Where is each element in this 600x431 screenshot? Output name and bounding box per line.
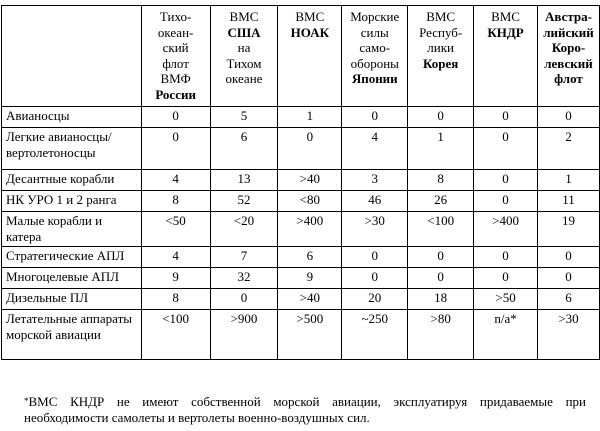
table-cell: >500 bbox=[278, 310, 342, 360]
table-cell: 19 bbox=[537, 212, 599, 247]
column-header-line: на bbox=[237, 40, 251, 55]
column-header bbox=[408, 6, 474, 107]
column-header bbox=[537, 6, 599, 107]
column-header-line: Тихом bbox=[226, 55, 262, 71]
table-cell: 0 bbox=[342, 107, 408, 128]
table-cell: 11 bbox=[537, 191, 599, 212]
table-body bbox=[2, 107, 600, 360]
table-cell: 46 bbox=[342, 191, 408, 212]
table-cell: 0 bbox=[537, 247, 599, 268]
table-cell: >900 bbox=[210, 310, 278, 360]
column-header-line: ВМС bbox=[491, 9, 520, 24]
column-header bbox=[141, 6, 210, 107]
column-header-line: Коро- bbox=[551, 40, 586, 55]
table-cell: 0 bbox=[342, 268, 408, 289]
table-cell: 0 bbox=[537, 268, 599, 289]
row-label: Авианосцы bbox=[2, 107, 142, 128]
column-header-line: лики bbox=[427, 40, 455, 55]
row-label: Многоцелевые АПЛ bbox=[2, 268, 142, 289]
row-label: Дизельные ПЛ bbox=[2, 289, 142, 310]
table-cell: 0 bbox=[408, 107, 474, 128]
table-cell: ~250 bbox=[342, 310, 408, 360]
table-cell: >400 bbox=[278, 212, 342, 247]
table-cell: 5 bbox=[210, 107, 278, 128]
table-cell: >50 bbox=[474, 289, 538, 310]
column-header-line: Тихо- bbox=[159, 9, 192, 24]
column-header-line: ский bbox=[162, 40, 189, 55]
table-cell: 0 bbox=[342, 247, 408, 268]
column-header-line: океан- bbox=[157, 24, 194, 40]
table-cell: <20 bbox=[210, 212, 278, 247]
column-header-line: Японии bbox=[351, 71, 398, 86]
table-cell: 4 bbox=[342, 128, 408, 170]
table-row bbox=[2, 212, 600, 247]
table-cell: >30 bbox=[537, 310, 599, 360]
column-header-line: Морские bbox=[350, 9, 400, 24]
column-header-line: флот bbox=[162, 55, 189, 71]
column-header-line: Респуб- bbox=[419, 24, 463, 40]
row-label: Малые корабли и катера bbox=[2, 212, 142, 247]
column-header-line: Австра- bbox=[545, 9, 592, 24]
table-cell: 0 bbox=[474, 128, 538, 170]
column-header-line: само- bbox=[359, 40, 391, 55]
column-header-line: КНДР bbox=[487, 24, 524, 40]
column-header bbox=[474, 6, 538, 107]
table-cell: 0 bbox=[408, 268, 474, 289]
table-cell: 8 bbox=[141, 191, 210, 212]
column-header-line: Корея bbox=[423, 55, 459, 71]
header-corner-cell bbox=[2, 6, 142, 107]
column-header-line: лийский bbox=[543, 24, 594, 40]
column-header-line: США bbox=[227, 24, 261, 40]
column-header-line: океане bbox=[225, 71, 263, 86]
table-cell: 2 bbox=[537, 128, 599, 170]
table-cell: 0 bbox=[474, 268, 538, 289]
column-header-line: ВМС bbox=[229, 9, 259, 24]
table-cell: 6 bbox=[537, 289, 599, 310]
table-cell: 4 bbox=[141, 170, 210, 191]
column-header-line: силы bbox=[360, 24, 389, 40]
column-header-line: ВМФ bbox=[160, 71, 191, 86]
table-row bbox=[2, 107, 600, 128]
row-label: Десантные корабли bbox=[2, 170, 142, 191]
footnote bbox=[24, 394, 586, 426]
table-cell: 52 bbox=[210, 191, 278, 212]
column-header-line: НОАК bbox=[290, 24, 330, 40]
row-label: Легкие авианосцы/вертолетоносцы bbox=[2, 128, 142, 170]
column-header-line: левский bbox=[544, 55, 593, 71]
table-cell: 0 bbox=[278, 128, 342, 170]
table-cell: 26 bbox=[408, 191, 474, 212]
table-cell: >40 bbox=[278, 170, 342, 191]
column-header bbox=[210, 6, 278, 107]
table-cell: 0 bbox=[474, 170, 538, 191]
table-row bbox=[2, 191, 600, 212]
table-cell: 18 bbox=[408, 289, 474, 310]
table-cell: >40 bbox=[278, 289, 342, 310]
table-cell: 7 bbox=[210, 247, 278, 268]
column-header-line: России bbox=[155, 86, 196, 102]
table-cell: 1 bbox=[408, 128, 474, 170]
table-cell: 0 bbox=[474, 191, 538, 212]
table-cell: 6 bbox=[278, 247, 342, 268]
table-cell: >400 bbox=[474, 212, 538, 247]
table-cell: 8 bbox=[141, 289, 210, 310]
table-row bbox=[2, 128, 600, 170]
column-header-line: ВМС bbox=[295, 9, 325, 24]
table-cell: 0 bbox=[408, 247, 474, 268]
table-cell: 0 bbox=[141, 128, 210, 170]
table-cell: n/a* bbox=[474, 310, 538, 360]
table-cell: 0 bbox=[210, 289, 278, 310]
table-cell: 13 bbox=[210, 170, 278, 191]
table-cell: 9 bbox=[278, 268, 342, 289]
table-cell: <50 bbox=[141, 212, 210, 247]
table-cell: 0 bbox=[474, 247, 538, 268]
table-cell: 6 bbox=[210, 128, 278, 170]
table-cell: >30 bbox=[342, 212, 408, 247]
table-cell: >80 bbox=[408, 310, 474, 360]
table-row bbox=[2, 289, 600, 310]
table-cell: 20 bbox=[342, 289, 408, 310]
table-cell: <100 bbox=[141, 310, 210, 360]
table-cell: 1 bbox=[537, 170, 599, 191]
table-row bbox=[2, 310, 600, 360]
table-cell: 32 bbox=[210, 268, 278, 289]
footnote-mark: * bbox=[24, 396, 29, 406]
column-header bbox=[342, 6, 408, 107]
table-cell: 0 bbox=[537, 107, 599, 128]
header-row bbox=[2, 6, 600, 107]
row-label: Стратегические АПЛ bbox=[2, 247, 142, 268]
table-cell: <100 bbox=[408, 212, 474, 247]
column-header-line: флот bbox=[554, 71, 583, 86]
column-header bbox=[278, 6, 342, 107]
table-cell: 8 bbox=[408, 170, 474, 191]
table-cell: 9 bbox=[141, 268, 210, 289]
row-label: Летательные аппараты морской авиации bbox=[2, 310, 142, 360]
table-row bbox=[2, 247, 600, 268]
table-cell: <80 bbox=[278, 191, 342, 212]
table-row bbox=[2, 268, 600, 289]
table-cell: 4 bbox=[141, 247, 210, 268]
table-cell: 3 bbox=[342, 170, 408, 191]
table-cell: 0 bbox=[474, 107, 538, 128]
column-header-line: обороны bbox=[350, 55, 399, 71]
footnote-text: ВМС КНДР не имеют собственной морской авиации, эксплуатируя придаваемые при необходимости самолеты и вертолеты военно-воздушных сил. bbox=[24, 394, 586, 425]
table-row bbox=[2, 170, 600, 191]
fleet-comparison-table bbox=[1, 5, 600, 360]
column-header-line: ВМС bbox=[426, 9, 456, 24]
table-cell: 0 bbox=[141, 107, 210, 128]
row-label: НК УРО 1 и 2 ранга bbox=[2, 191, 142, 212]
table-cell: 1 bbox=[278, 107, 342, 128]
